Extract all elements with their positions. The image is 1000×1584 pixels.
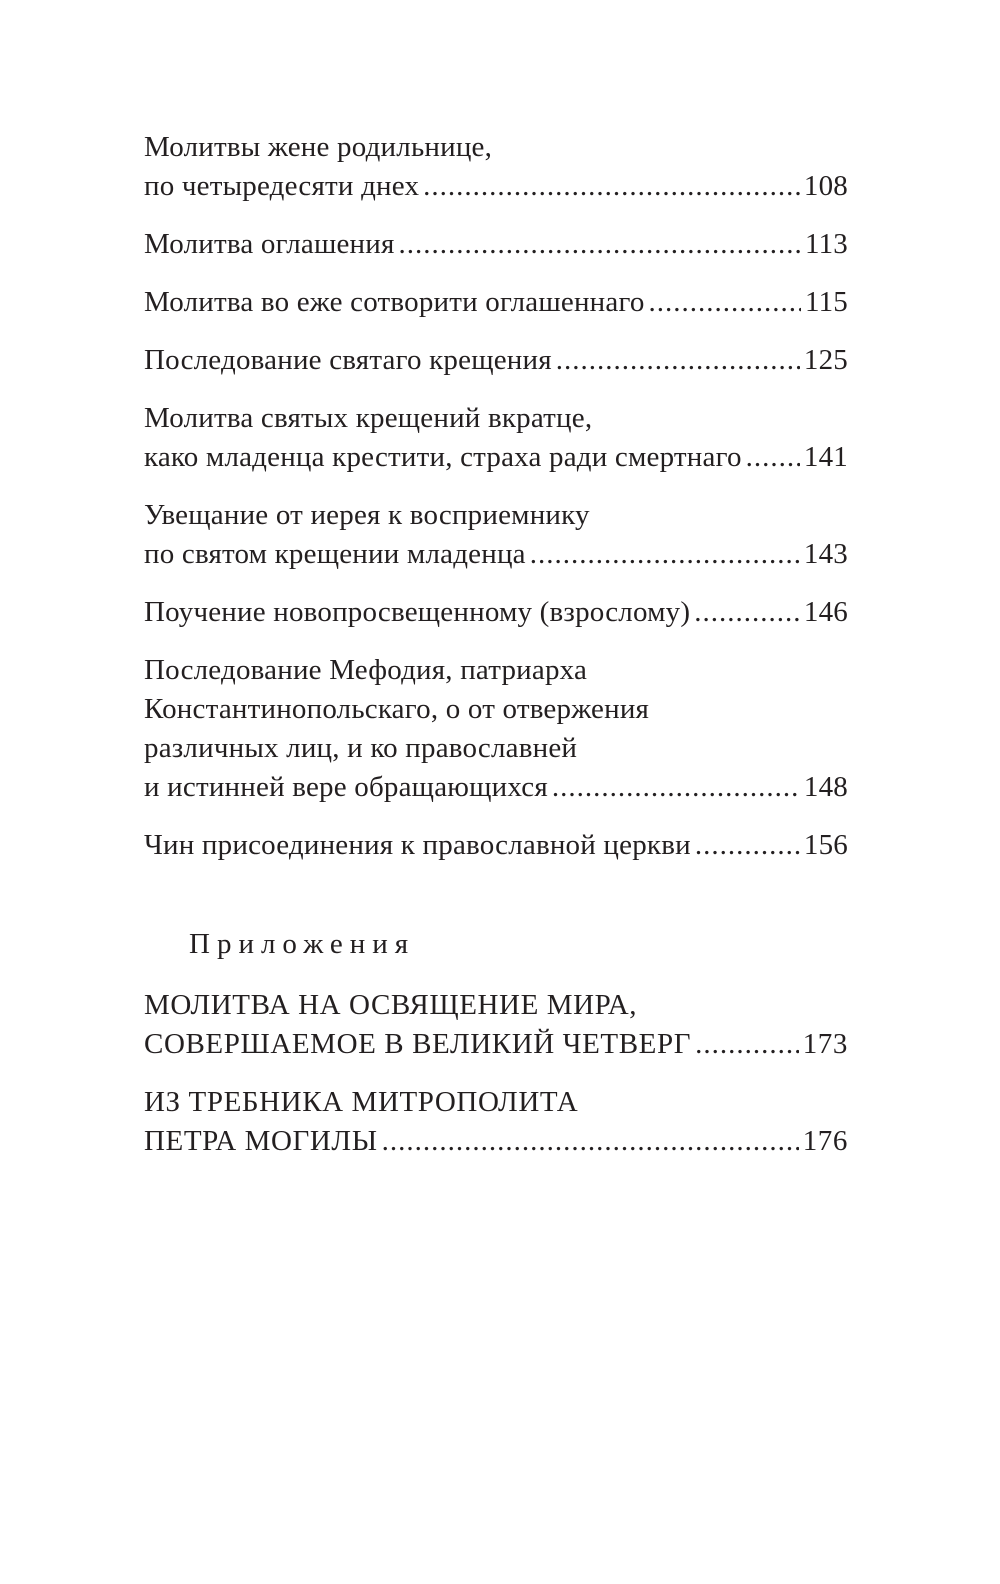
toc-entry-last-line [144, 341, 848, 380]
page-number: 108 [803, 170, 848, 202]
toc-entry-last-line [144, 438, 848, 477]
toc-entry-last-line [144, 1025, 848, 1064]
page-number: 143 [803, 538, 848, 570]
table-of-contents [144, 128, 848, 1180]
toc-entry-line: ИЗ ТРЕБНИКА МИТРОПОЛИТА [144, 1086, 579, 1118]
toc-entry-last-line [144, 1122, 848, 1161]
toc-entry-text: ПЕТРА МОГИЛЫ [144, 1125, 378, 1157]
toc-entry [144, 651, 848, 807]
dot-leader [530, 535, 800, 574]
toc-entry-last-line [144, 768, 848, 807]
dot-leader [552, 768, 800, 807]
toc-entry-line: Константинопольскаго, о от отвержения [144, 693, 650, 725]
toc-entry-line: МОЛИТВА НА ОСВЯЩЕНИЕ МИРА, [144, 989, 638, 1021]
toc-entry [144, 496, 848, 574]
toc-entry [144, 225, 848, 264]
toc-entry [144, 283, 848, 322]
page-number: 125 [803, 344, 848, 376]
page-number: 156 [803, 829, 848, 861]
toc-entry-last-line [144, 283, 848, 322]
page-number: 115 [804, 286, 848, 318]
toc-entry-text: Последование святаго крещения [144, 344, 552, 376]
toc-entry-last-line [144, 167, 848, 206]
toc-entry-line: Молитвы жене родильнице, [144, 131, 493, 163]
toc-entry-text: по четыредесяти днех [144, 170, 420, 202]
dot-leader [695, 1025, 799, 1064]
appendix-section [144, 986, 848, 1161]
toc-entry-text: Молитва во еже сотворити оглашеннаго [144, 286, 645, 318]
toc-entry-text: како младенца крестити, страха ради смертнаго [144, 441, 742, 473]
toc-entry [144, 1083, 848, 1161]
toc-entry [144, 593, 848, 632]
dot-leader [399, 225, 801, 264]
toc-entry [144, 826, 848, 865]
page-number: 148 [803, 771, 848, 803]
page-number: 173 [802, 1028, 848, 1060]
toc-entry-text: СОВЕРШАЕМОЕ В ВЕЛИКИЙ ЧЕТВЕРГ [144, 1028, 692, 1060]
dot-leader [694, 593, 800, 632]
page-number: 146 [803, 596, 848, 628]
page-number: 141 [803, 441, 848, 473]
dot-leader [746, 438, 800, 477]
toc-entry [144, 986, 848, 1064]
dot-leader [695, 826, 800, 865]
toc-entry-text: Чин присоединения к православной церкви [144, 829, 691, 861]
page-number: 113 [804, 228, 848, 260]
toc-entry [144, 128, 848, 206]
toc-entry-last-line [144, 826, 848, 865]
toc-entry-last-line [144, 535, 848, 574]
dot-leader [556, 341, 800, 380]
toc-entry [144, 399, 848, 477]
toc-entry-line: Молитва святых крещений вкратце, [144, 402, 593, 434]
toc-entry-line: Последование Мефодия, патриарха [144, 654, 588, 686]
toc-entry-text: и истинней вере обращающихся [144, 771, 548, 803]
toc-entry-text: по святом крещении младенца [144, 538, 526, 570]
dot-leader [423, 167, 800, 206]
page-number: 176 [802, 1125, 848, 1157]
toc-entry-last-line [144, 225, 848, 264]
toc-entry-last-line [144, 593, 848, 632]
toc-entry-line: различных лиц, и ко православней [144, 732, 578, 764]
toc-entry-line: Увещание от иерея к восприемнику [144, 499, 590, 531]
toc-entry-text: Поучение новопросвещенному (взрослому) [144, 596, 691, 628]
toc-entry [144, 341, 848, 380]
appendix-heading: Приложения [189, 928, 416, 960]
dot-leader [649, 283, 801, 322]
toc-entry-text: Молитва оглашения [144, 228, 395, 260]
dot-leader [382, 1122, 799, 1161]
